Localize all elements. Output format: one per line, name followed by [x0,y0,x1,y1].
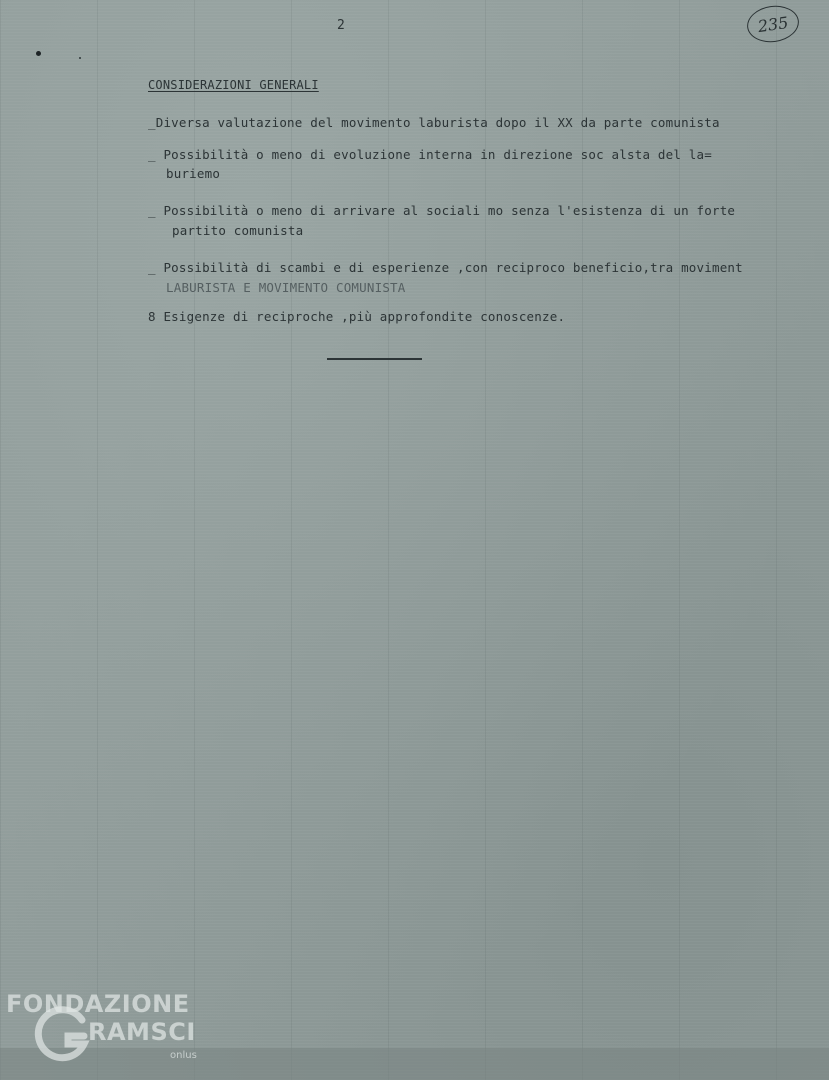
fondazione-gramsci-watermark [0,990,210,1080]
text-line: _Diversa valutazione del movimento laburista dopo il XX da parte comunista [148,115,720,130]
text-line: LABURISTA E MOVIMENTO COMUNISTA [166,280,406,295]
divider-line [327,358,422,360]
text-line: 8 Esigenze di reciproche ,più approfondite conoscenze. [148,309,566,324]
archive-number-stamp [745,3,802,46]
gramsci-g-logo-icon [34,1006,92,1064]
watermark-line: onlus [170,1050,197,1061]
ink-mark [36,51,41,56]
text-line: _ Possibilità di scambi e di esperienze ,con reciproco beneficio,tra moviment [148,260,743,275]
text-line: _ Possibilità o meno di arrivare al sociali mo senza l'esistenza di un forte [148,203,736,218]
watermark-line: RAMSCI [88,1018,196,1046]
watermark-line: FONDAZIONE [6,990,190,1018]
text-line: partito comunista [172,223,304,238]
page-number: 2 [337,18,346,33]
text-line: buriemo [166,166,221,181]
section-heading: CONSIDERAZIONI GENERALI [148,78,319,92]
archive-number: 235 [756,12,790,36]
text-line: _ Possibilità o meno di evoluzione interna in direzione soc alsta del la= [148,147,712,162]
ink-mark [79,57,81,59]
